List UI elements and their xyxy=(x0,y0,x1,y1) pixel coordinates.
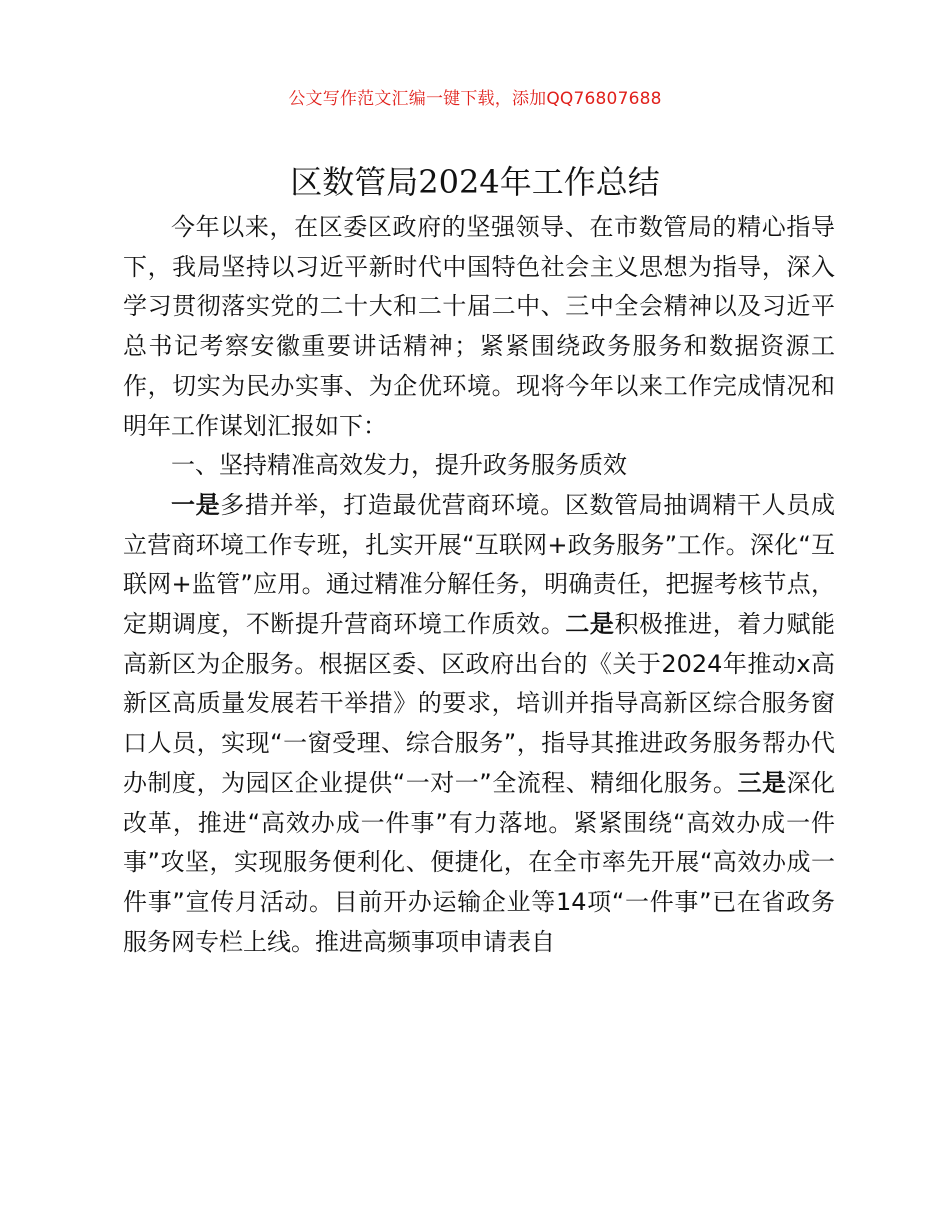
item-2-text: 积极推进，着力赋能高新区为企服务。根据区委、区政府出台的《关于2024年推动x高新区高质量发展若干举措》的要求，培训并指导高新区综合服务窗口人员，实现“一窗受理、综合服务”，指导其推进政务服务帮办代办制度，为园区企业提供“一对一”全流程、精细化服务。 xyxy=(123,610,836,797)
item-3-text: 深化改革，推进“高效办成一件事”有力落地。紧紧围绕“高效办成一件事”攻坚，实现服务便利化、便捷化，在全市率先开展“高效办成一件事”宣传月活动。目前开办运输企业等14项“一件事”已在省政务服务网专栏上线。推进高频事项申请表自 xyxy=(123,768,836,956)
document-body xyxy=(123,208,835,962)
item-1-text: 多措并举，打造最优营商环境。区数管局抽调精干人员成立营商环境工作专班，扎实开展“互联网+政务服务”工作。深化“互联网+监管”应用。通过精准分解任务，明确责任，把握考核节点，定期调度，不断提升营商环境工作质效。 xyxy=(123,490,836,639)
item-2-label: 二是 xyxy=(565,610,615,639)
document-title: 区数管局2024年工作总结 xyxy=(290,163,660,201)
item-3-label: 三是 xyxy=(737,768,787,797)
section-1-paragraph xyxy=(123,486,835,962)
download-notice: 公文写作范文汇编一键下载，添加QQ76807688 xyxy=(288,89,662,109)
section-heading-1: 一、坚持精准高效发力，提升政务服务质效 xyxy=(171,451,627,480)
intro-paragraph: 今年以来，在区委区政府的坚强领导、在市数管局的精心指导下，我局坚持以习近平新时代中国特色社会主义思想为指导，深入学习贯彻落实党的二十大和二十届二中、三中全会精神以及习近平总书记考察安徽重要讲话精神；紧紧围绕政务服务和数据资源工作，切实为民办实事、为企优环境。现将今年以来工作完成情况和明年工作谋划汇报如下： xyxy=(123,213,835,440)
item-1-label: 一是 xyxy=(171,490,221,519)
